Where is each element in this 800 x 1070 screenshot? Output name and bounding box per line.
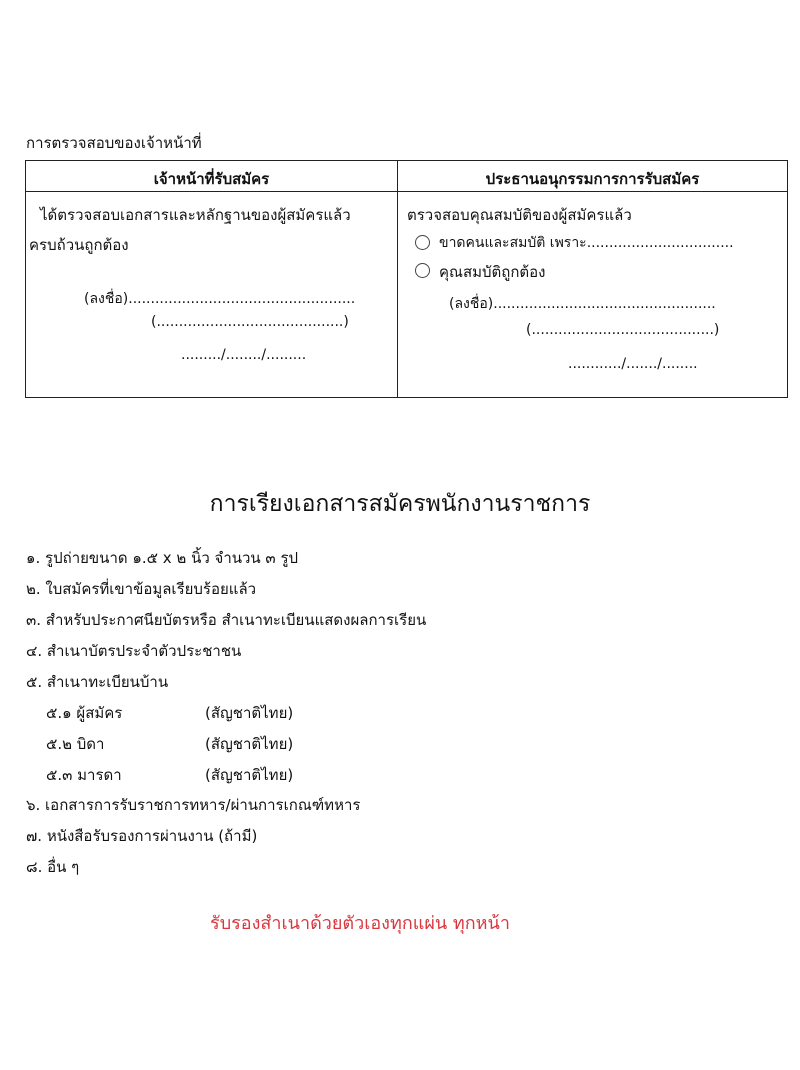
qualified-option-label: คุณสมบัติถูกต้อง	[439, 263, 546, 281]
sub-item-note: (สัญชาติไทย)	[205, 766, 294, 784]
disqualified-radio[interactable]	[415, 235, 430, 250]
chair-name-line: (.........................................)	[526, 322, 720, 338]
qualified-radio[interactable]	[415, 263, 430, 278]
officer-statement-line1: ได้ตรวจสอบเอกสารและหลักฐานของผู้สมัครแล้ว	[40, 206, 351, 224]
officer-date-line: ........./......../.........	[181, 347, 307, 363]
sub-item-note: (สัญชาติไทย)	[205, 735, 294, 753]
list-item: ๔. สำเนาบัตรประจำตัวประชาชน	[26, 642, 242, 660]
list-item: ๗. หนังสือรับรองการผ่านงาน (ถ้ามี)	[26, 827, 258, 845]
disqualified-option-label: ขาดคนและสมบัติ เพราะ.................................	[439, 235, 734, 251]
registration-officer-header: เจ้าหน้าที่รับสมัคร	[153, 170, 270, 188]
list-item: ๕. สำเนาทะเบียนบ้าน	[26, 673, 169, 691]
column-divider	[397, 161, 398, 397]
sub-item-label: ๕.๓ มารดา	[46, 766, 122, 784]
document-list-title: การเรียงเอกสารสมัครพนักงานราชการ	[209, 491, 591, 517]
officer-signature-line: (ลงชื่อ)...................................................	[84, 291, 356, 307]
subcommittee-chair-header: ประธานอนุกรรมการการรับสมัคร	[485, 170, 700, 188]
officer-verification-table	[25, 160, 788, 398]
verification-section-label: การตรวจสอบของเจ้าหน้าที่	[26, 134, 202, 152]
certify-copies-note: รับรองสำเนาด้วยตัวเองทุกแผ่น ทุกหน้า	[210, 913, 510, 934]
sub-item-label: ๕.๒ บิดา	[46, 735, 105, 753]
list-item: ๑. รูปถ่ายขนาด ๑.๕ x ๒ นิ้ว จำนวน ๓ รูป	[26, 549, 299, 567]
list-item: ๘. อื่น ๆ	[26, 858, 80, 876]
sub-item-note: (สัญชาติไทย)	[205, 704, 294, 722]
header-divider	[26, 191, 787, 192]
list-item: ๓. สำหรับประกาศนียบัตรหรือ สำเนาทะเบียนแสดงผลการเรียน	[26, 611, 427, 629]
officer-statement-line2: ครบถ้วนถูกต้อง	[29, 236, 129, 254]
officer-name-line: (..........................................)	[151, 314, 349, 330]
chair-signature-line: (ลงชื่อ)..................................................	[449, 296, 716, 312]
list-item: ๖. เอกสารการรับราชการทหาร/ผ่านการเกณฑ์ทหาร	[26, 796, 361, 814]
sub-item-label: ๕.๑ ผู้สมัคร	[46, 704, 123, 722]
chair-statement: ตรวจสอบคุณสมบัติของผู้สมัครแล้ว	[407, 206, 632, 224]
list-item: ๒. ใบสมัครที่เขาข้อมูลเรียบร้อยแล้ว	[26, 580, 257, 598]
chair-date-line: ............/......./........	[568, 356, 698, 372]
